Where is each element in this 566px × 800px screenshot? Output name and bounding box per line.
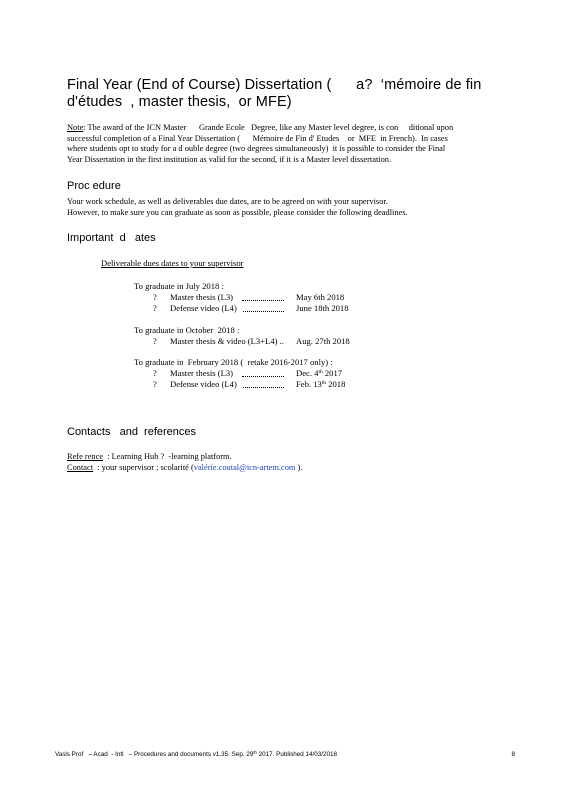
email-link[interactable]: valérie.coutal@icn-artem.com: [193, 462, 296, 472]
note-line-2: successful completion of a Final Year Dissertation ( Mémoire de Fin d' Etudes or MFE in French). In cases: [67, 133, 448, 143]
bullet-icon: ?: [153, 368, 157, 378]
dotted-leader: [243, 311, 284, 312]
deliverables-title: Deliverable dues dates to your supervisor: [101, 258, 244, 268]
title-line-1: Final Year (End of Course) Dissertation ( a? ‘mémoire de fin: [67, 77, 482, 93]
bullet-icon: ?: [153, 336, 157, 346]
group-heading-july: To graduate in July 2018 :: [134, 281, 224, 291]
date-sup: th: [318, 369, 323, 375]
deadline-row: [0, 368, 566, 379]
important-dates-heading: Important d ates: [67, 232, 156, 244]
note-line-4: Year Dissertation in the first institution as valid for the second, if it is a Master level dissertation.: [67, 155, 392, 165]
contact-text: : your supervisor ; scolarité (: [93, 462, 194, 472]
deadline-label: Master thesis (L3): [170, 292, 234, 302]
note-paragraph: [67, 123, 507, 166]
deadline-row: [0, 336, 566, 347]
page-footer: [55, 751, 515, 759]
date-main: Feb. 13: [296, 379, 322, 389]
group-heading-october: To graduate in October 2018 :: [134, 325, 240, 335]
deadline-date: May 6th 2018: [296, 292, 345, 302]
contacts-block: [67, 452, 507, 473]
deadline-row: [0, 379, 566, 390]
bullet-icon: ?: [153, 303, 157, 313]
contact-line: [67, 463, 507, 474]
reference-text: : Learning Hub ? -learning platform.: [103, 452, 232, 461]
title-line-2: d'études , master thesis, or MFE): [67, 94, 292, 110]
reference-line: [67, 452, 507, 463]
reference-label: Refe rence: [67, 452, 104, 461]
note-line-1: : The award of the ICN Master Grande Ecole Degree, like any Master level degree, is con ditional upon: [83, 123, 454, 132]
deadline-date: June 18th 2018: [296, 303, 349, 313]
note-line-3: where students opt to study for a d ouble degree (two degrees simultaneously) it is possible to consider the Final: [67, 144, 446, 154]
bullet-icon: ?: [153, 292, 157, 302]
footer-text-main: Vasls Prof – Acad - Intl – Procedures and documents v1.35: Sep. 29: [55, 751, 254, 758]
contact-label: Contact: [67, 462, 94, 472]
date-end: 2018: [326, 379, 346, 389]
deadline-label: Master thesis & video (L3+L4) ..: [170, 336, 284, 346]
deadline-label: Defense video (L4): [170, 303, 237, 313]
procedure-heading: Proc edure: [67, 180, 121, 192]
dotted-leader: [243, 387, 284, 388]
deadline-label: Master thesis (L3): [170, 368, 234, 378]
procedure-text: [67, 196, 507, 218]
deadline-row: [0, 303, 566, 314]
group-heading-february: To graduate in February 2018 ( retake 2016-2017 only) :: [134, 357, 333, 367]
deadline-label: Defense video (L4): [170, 379, 237, 389]
footer-text-end: 2017. Published 14/03/2018: [256, 751, 338, 758]
procedure-line-1: Your work schedule, as well as deliverables due dates, are to be agreed on with your supervisor.: [67, 197, 388, 206]
contact-end: ).: [295, 462, 303, 472]
note-label: Note: [67, 123, 84, 132]
deadline-date: [296, 368, 342, 379]
page-number: 8: [511, 751, 515, 758]
procedure-line-2: However, to make sure you can graduate as soon as possible, please consider the following deadlines.: [67, 208, 408, 217]
date-sup: th: [321, 380, 327, 386]
dotted-leader: [242, 300, 284, 301]
deadline-row: [0, 292, 566, 303]
contacts-heading: Contacts and references: [67, 426, 197, 438]
page-title: [67, 77, 507, 111]
date-end: 2017: [322, 368, 343, 378]
bullet-icon: ?: [153, 379, 157, 389]
footer-sup: th: [253, 750, 257, 755]
date-main: Dec. 4: [296, 368, 319, 378]
dotted-leader: [242, 376, 284, 377]
footer-text: [55, 751, 337, 758]
deadline-date: [296, 379, 345, 390]
deadline-date: Aug. 27th 2018: [296, 336, 350, 346]
